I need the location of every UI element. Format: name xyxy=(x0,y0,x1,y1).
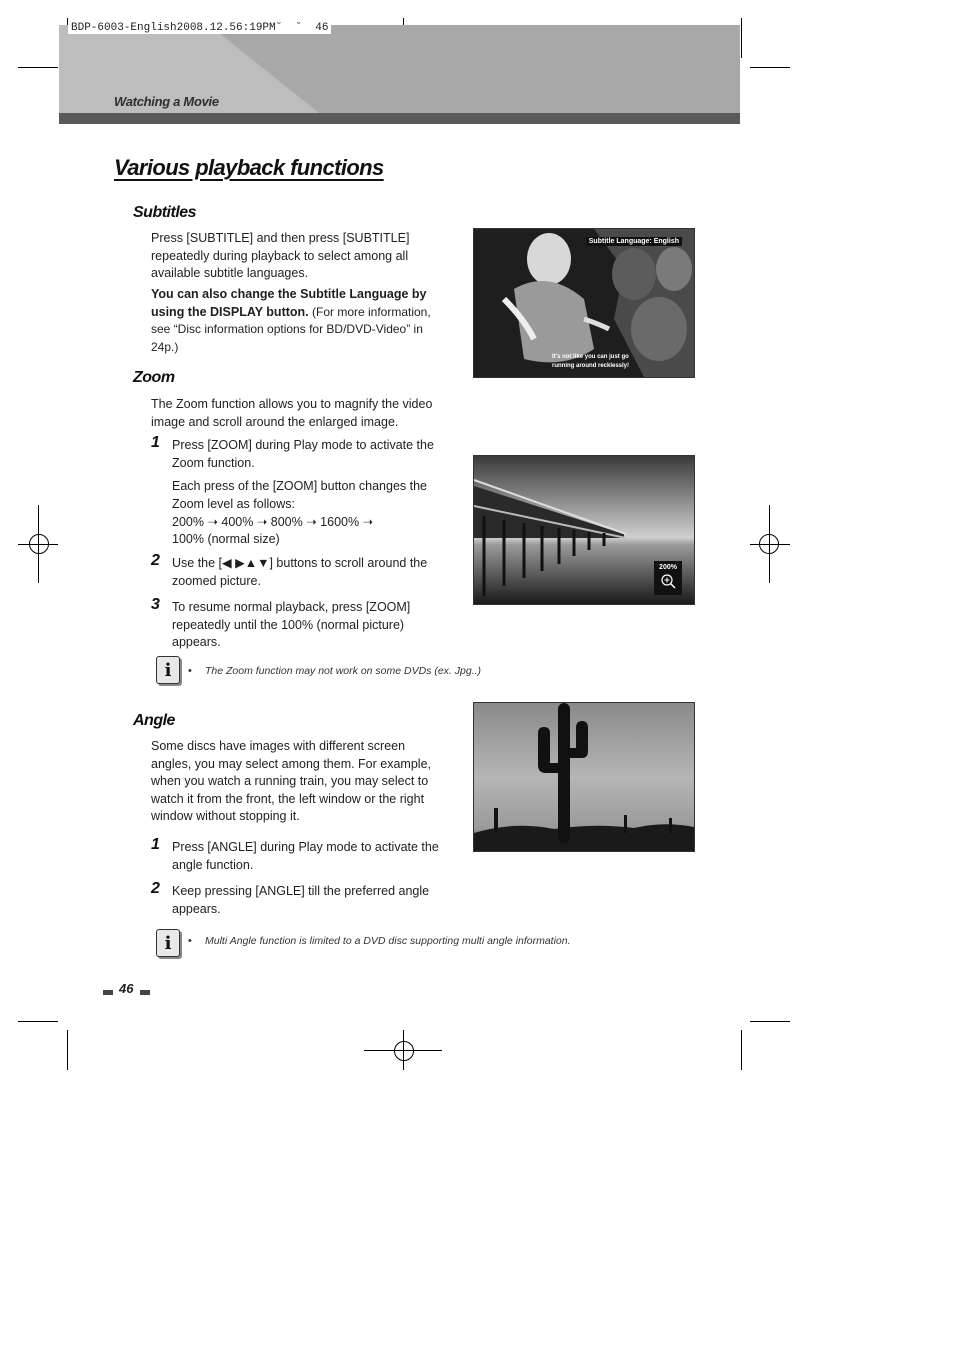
angle-heading: Angle xyxy=(133,712,175,729)
subtitles-heading: Subtitles xyxy=(133,204,197,221)
registration-mark-bottom xyxy=(394,1041,414,1061)
zoom-levels: 200% ➝ 400% ➝ 800% ➝ 1600% ➝ xyxy=(172,515,374,529)
page-title: Various playback functions xyxy=(114,155,384,180)
page-number: 46 xyxy=(119,981,134,996)
angle-note: Multi Angle function is limited to a DVD disc supporting multi angle information. xyxy=(205,935,571,947)
subtitle-caption-line2: running around recklessly! xyxy=(552,363,630,369)
angle-step1-number: 1 xyxy=(151,836,160,853)
header-bar xyxy=(59,113,740,124)
angle-example-image xyxy=(473,702,695,852)
zoom-osd-level: 200% xyxy=(659,564,677,571)
note-icon: i xyxy=(156,656,180,684)
print-slug: BDP-6003-English2008.12.56:19PM˘ ˘ 46 xyxy=(68,22,331,34)
subtitle-caption xyxy=(552,353,629,371)
angle-step2-text: Keep pressing [ANGLE] till the preferred angle appears. xyxy=(172,884,430,916)
zoom-normal-size: 100% (normal size) xyxy=(172,532,280,546)
section-label: Watching a Movie xyxy=(114,94,219,109)
angle-step2-number: 2 xyxy=(151,880,160,897)
zoom-heading: Zoom xyxy=(133,369,175,386)
subtitles-para2-rest: (For more information, see “Disc information options for BD/DVD-Video” in 24p.) xyxy=(151,304,431,354)
angle-step1-text: Press [ANGLE] during Play mode to activate the angle function. xyxy=(172,840,439,872)
zoom-step1-text: Press [ZOOM] during Play mode to activate the Zoom function. xyxy=(172,438,434,470)
subtitle-caption-line1: It's not like you can just go xyxy=(552,354,629,360)
subtitles-para2-bold: You can also change the Subtitle Language by using the DISPLAY button. xyxy=(151,287,427,319)
zoom-step1-extra: Each press of the [ZOOM] button changes the Zoom level as follows: xyxy=(172,479,427,511)
subtitle-example-image xyxy=(473,228,695,378)
subtitle-osd: Subtitle Language: English xyxy=(586,237,682,246)
zoom-step3-text: To resume normal playback, press [ZOOM] repeatedly until the 100% (normal picture) appears. xyxy=(172,600,411,649)
angle-note-bullet: • xyxy=(188,935,192,947)
zoom-note-bullet: • xyxy=(188,665,192,677)
zoom-step2-text: Use the [◀ ▶▲▼] buttons to scroll around the zoomed picture. xyxy=(172,556,428,588)
page-number-marker-right xyxy=(140,990,150,995)
zoom-example-image xyxy=(473,455,695,605)
zoom-step3-number: 3 xyxy=(151,596,160,613)
note-icon: i xyxy=(156,929,180,957)
page-number-marker-left xyxy=(103,990,113,995)
subtitles-para2 xyxy=(151,286,451,356)
subtitles-para1: Press [SUBTITLE] and then press [SUBTITLE] repeatedly during playback to select among all available subtitle languages. xyxy=(151,231,410,280)
zoom-intro: The Zoom function allows you to magnify the video image and scroll around the enlarged image. xyxy=(151,397,433,429)
magnifier-icon xyxy=(660,573,676,589)
angle-intro: Some discs have images with different screen angles, you may select among them. For example, when you watch a running train, you may select to watch it from the front, the left window or the right window without stopping it. xyxy=(151,739,431,823)
zoom-note: The Zoom function may not work on some DVDs (ex. Jpg..) xyxy=(205,665,482,677)
zoom-step2-number: 2 xyxy=(151,552,160,569)
zoom-osd xyxy=(654,561,682,595)
zoom-step1-number: 1 xyxy=(151,434,160,451)
